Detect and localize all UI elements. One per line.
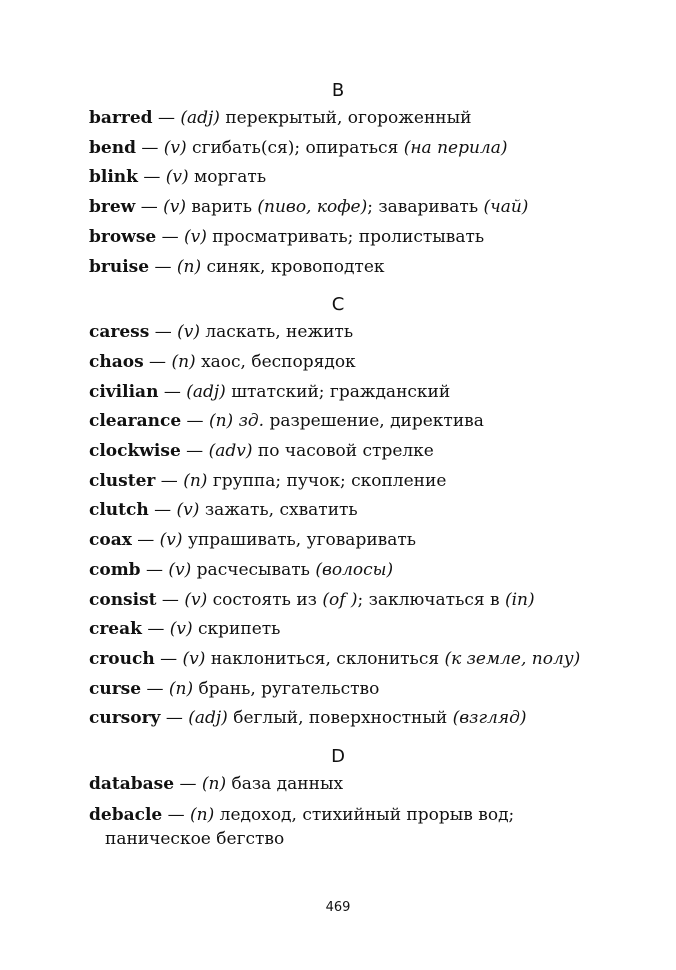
headword: curse [89, 678, 142, 699]
headword: database [89, 774, 175, 795]
dash: — [140, 197, 158, 218]
dash: — [154, 322, 172, 343]
headword: browse [89, 226, 157, 247]
part-of-speech: (n) [171, 351, 196, 372]
headword: bruise [89, 256, 150, 277]
part-of-speech: (v) [169, 619, 193, 640]
definition-continuation: паническое бегство [105, 828, 285, 849]
dash: — [186, 411, 204, 432]
dash: — [154, 500, 172, 521]
dash: — [146, 678, 164, 699]
headword: comb [89, 559, 141, 580]
entry-barred [89, 104, 629, 134]
part-of-speech: (v) [159, 530, 183, 551]
part-of-speech: (n) [208, 411, 234, 432]
dash: — [143, 167, 161, 188]
entry-chaos [89, 348, 629, 378]
definition: скрипеть [198, 619, 281, 640]
section-letter-d: D [331, 746, 345, 768]
section-letter-b: B [331, 80, 345, 101]
definition: по часовой стрелке [257, 441, 434, 462]
definition: беглый, поверхностный [233, 708, 448, 729]
dash: — [161, 226, 179, 247]
definition: ласкать, нежить [205, 322, 354, 343]
usage-note: (of ) [322, 589, 358, 610]
page-number: 469 [325, 900, 351, 915]
definition: ледоход, стихийный прорыв вод; [219, 804, 515, 825]
definition: сгибать(ся); опираться [192, 137, 399, 158]
definition: зажать, схватить [204, 500, 358, 521]
dash: — [145, 559, 163, 580]
entry-curse [89, 675, 629, 705]
entry-coax [89, 526, 629, 556]
entry-bend [89, 134, 629, 164]
headword: creak [89, 619, 142, 640]
dash: — [161, 589, 179, 610]
definition-2: ; заключаться в [357, 589, 500, 610]
usage-note: (на перила) [403, 137, 508, 158]
definition: брань, ругательство [198, 678, 380, 699]
entry-creak [89, 615, 629, 645]
entry-blink [89, 163, 629, 193]
definition: синяк, кровоподтек [206, 256, 385, 277]
definition: перекрытый, огороженный [225, 108, 472, 128]
headword: crouch [89, 648, 155, 669]
part-of-speech: (v) [176, 500, 200, 521]
definition: состоять из [212, 589, 317, 610]
part-of-speech: (v) [182, 648, 206, 669]
part-of-speech: (n) [168, 678, 194, 699]
definition: наклониться, склониться [210, 648, 440, 669]
headword: clearance [89, 411, 182, 432]
dash: — [154, 256, 172, 277]
headword: barred [89, 108, 153, 128]
part-of-speech: (adj) [186, 381, 226, 402]
definition: упрашивать, уговаривать [187, 530, 417, 551]
headword: coax [89, 530, 132, 551]
entry-clockwise [89, 437, 629, 467]
section-gap [89, 282, 629, 292]
entry-cursory [89, 704, 629, 734]
headword: cursory [89, 708, 161, 729]
section-letter-c: C [331, 294, 345, 316]
entry-database [89, 770, 629, 800]
definition: просматривать; пролистывать [212, 226, 485, 247]
usage-note: (взгляд) [452, 708, 527, 729]
dash: — [167, 804, 185, 825]
headword: bend [89, 137, 136, 158]
definition: база данных [231, 774, 344, 795]
entry-brew [89, 193, 629, 223]
usage-note: (к земле, полу) [444, 648, 581, 669]
entry-cluster [89, 467, 629, 497]
dash: — [137, 530, 155, 551]
part-of-speech: (v) [184, 226, 207, 247]
dash: — [165, 708, 183, 729]
headword: consist [89, 589, 157, 610]
headword: blink [89, 167, 138, 188]
part-of-speech: (v) [184, 589, 208, 610]
part-of-speech: (adj) [188, 708, 228, 729]
entry-clutch [89, 496, 629, 526]
part-of-speech: (n) [201, 774, 227, 795]
dictionary-page [89, 78, 629, 851]
entry-civilian [89, 378, 629, 408]
usage-note-2: (in) [504, 589, 535, 610]
dash: — [163, 381, 181, 402]
usage-note-2: (чай) [483, 197, 529, 218]
part-of-speech: (adj) [180, 108, 220, 128]
definition: группа; пучок; скопление [212, 470, 447, 491]
part-of-speech: (n) [176, 256, 202, 277]
part-of-speech: (adv) [208, 441, 253, 462]
entry-caress [89, 318, 629, 348]
entry-debacle [89, 803, 629, 851]
definition: варить [191, 197, 252, 218]
definition: расчесывать [196, 559, 310, 580]
dash: — [160, 470, 178, 491]
dash: — [160, 648, 178, 669]
dash: — [186, 441, 204, 462]
section-gap [89, 734, 629, 744]
headword: caress [89, 322, 150, 343]
part-of-speech: (n) [190, 804, 215, 825]
part-of-speech: (v) [165, 167, 189, 188]
entry-comb [89, 556, 629, 586]
entry-browse [89, 223, 629, 253]
headword: chaos [89, 351, 144, 372]
dash: — [179, 774, 197, 795]
headword: brew [89, 197, 136, 218]
entry-bruise [89, 253, 629, 283]
headword: debacle [89, 804, 163, 825]
definition: штатский; гражданский [231, 381, 451, 402]
definition-2: ; заваривать [367, 197, 479, 218]
dash: — [147, 619, 165, 640]
entry-clearance [89, 407, 629, 437]
context-note: зд. [238, 411, 265, 432]
part-of-speech: (v) [163, 137, 187, 158]
part-of-speech: (n) [183, 470, 208, 491]
definition: моргать [194, 167, 267, 188]
dash: — [141, 137, 159, 158]
part-of-speech: (v) [163, 197, 186, 218]
definition: хаос, беспорядок [201, 351, 356, 372]
definition: разрешение, директива [269, 411, 484, 432]
headword: civilian [89, 381, 159, 402]
part-of-speech: (v) [177, 322, 200, 343]
headword: clutch [89, 500, 149, 521]
entry-crouch [89, 645, 629, 675]
headword: clockwise [89, 441, 181, 462]
entry-consist [89, 586, 629, 616]
dash: — [149, 351, 167, 372]
part-of-speech: (v) [168, 559, 192, 580]
headword: cluster [89, 470, 156, 491]
usage-note: (пиво, кофе) [257, 197, 368, 218]
usage-note: (волосы) [315, 559, 394, 580]
dash: — [157, 108, 175, 128]
